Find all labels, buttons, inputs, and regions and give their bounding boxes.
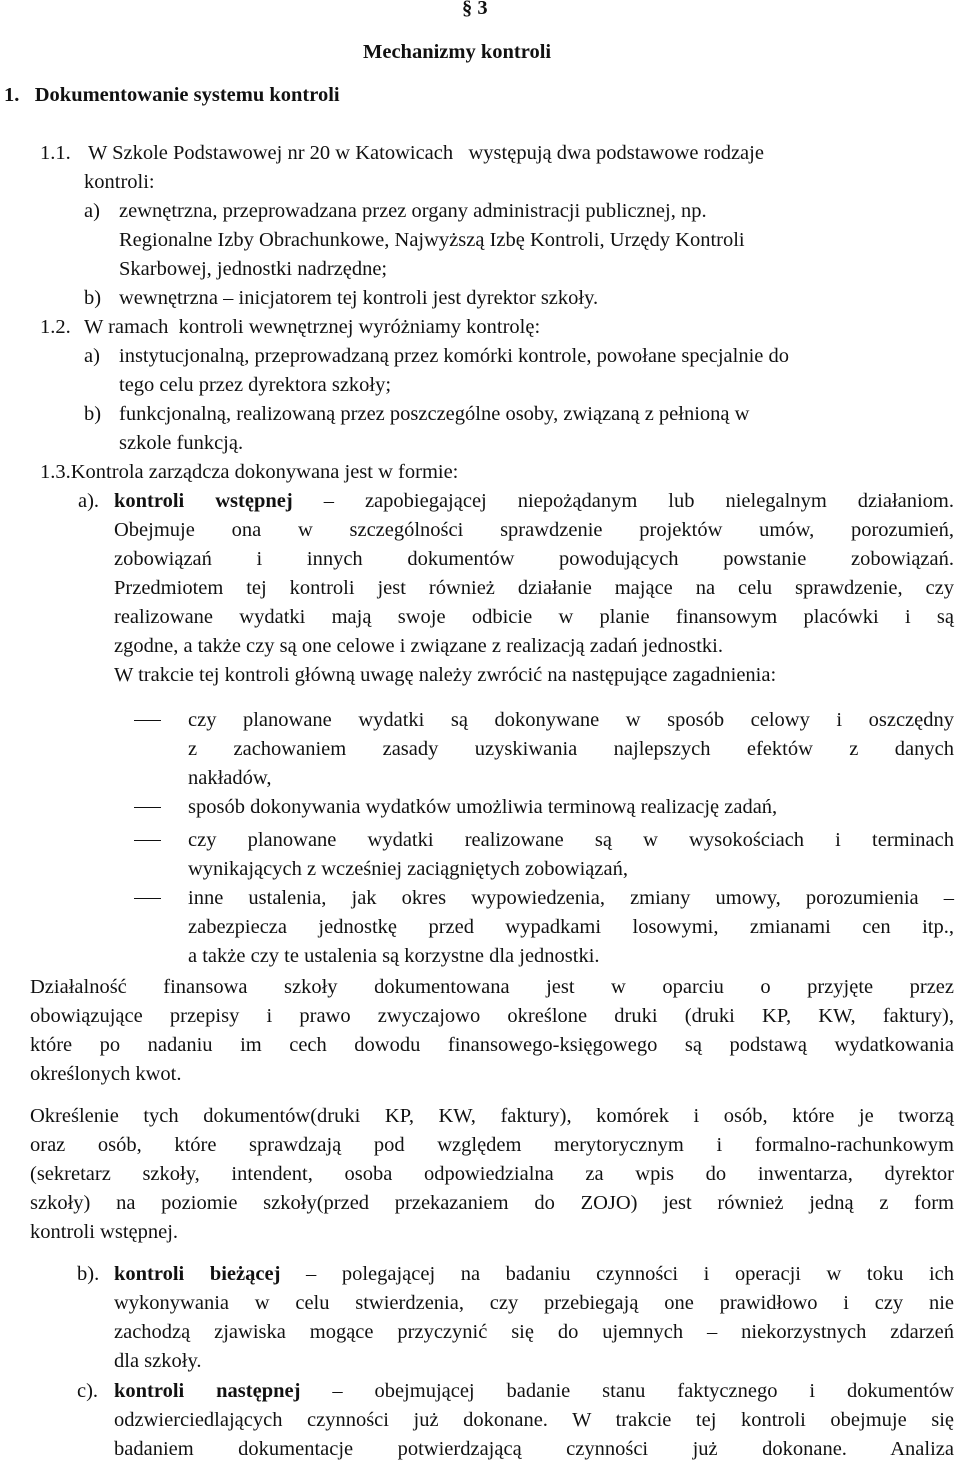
bullet1-line2: z zachowaniem zasady uzyskiwania najlepszych efektów z danych <box>188 738 954 760</box>
p12-line1: W ramach kontroli wewnętrznej wyróżniamy kontrolę: <box>84 316 541 338</box>
item-c-line2: odzwierciedlających czynności już dokonane. W trakcie tej kontroli obejmuje się <box>114 1409 954 1431</box>
bullet1-line1: czy planowane wydatki są dokonywane w sposób celowy i oszczędny <box>188 709 954 731</box>
bullet1-line3: nakładów, <box>188 767 272 789</box>
item-b-line4: dla szkoły. <box>114 1350 202 1372</box>
heading-documentation: 1. Dokumentowanie systemu kontroli <box>4 84 340 106</box>
item-b-line2: wykonywania w celu stwierdzenia, czy przebiegają one prawidłowo i czy nie <box>114 1292 954 1314</box>
bullet4-line2: zabezpiecza jednostkę przed wypadkami losowymi, zmianami cen itp., <box>188 916 954 938</box>
p11-a-line3: Skarbowej, jednostki nadrzędne; <box>119 258 388 280</box>
dash-bullet-icon <box>134 807 161 808</box>
item-b-line1 <box>114 1260 954 1289</box>
para2-line4: szkoły) na poziomie szkoły(przed przekazaniem do ZOJO) jest również jedną z form <box>30 1192 954 1214</box>
item-c-line3: badaniem dokumentacje potwierdzającą czynności już dokonane. Analiza <box>114 1438 954 1460</box>
p13-a-line3: zobowiązań i innych dokumentów powodujących powstanie zobowiązań. <box>114 548 954 570</box>
p13-a-bold: kontroli wstępnej <box>114 490 293 512</box>
p12-a-line1: instytucjonalną, przeprowadzaną przez komórki kontrole, powołane specjalnie do <box>119 345 789 367</box>
item-b-rest1: – polegającej na badaniu czynności i operacji w toku ich <box>305 1263 954 1285</box>
dash-bullet-icon <box>134 898 161 899</box>
p12-b-label: b) <box>84 403 102 425</box>
para1-line3: które po nadaniu im cech dowodu finansowego-księgowego są podstawą wydatkowania <box>30 1034 954 1056</box>
p12-a-label: a) <box>84 345 100 367</box>
bullet4-line3: a także czy te ustalenia są korzystne dla jednostki. <box>188 945 600 967</box>
p11-line1: W Szkole Podstawowej nr 20 w Katowicach występują dwa podstawowe rodzaje <box>88 142 764 164</box>
p11-a-line2: Regionalne Izby Obrachunkowe, Najwyższą Izbę Kontroli, Urzędy Kontroli <box>119 229 745 251</box>
p13-a-line5: realizowane wydatki mają swoje odbicie w planie finansowym placówki i są <box>114 606 954 628</box>
para2-line1: Określenie tych dokumentów(druki KP, KW, faktury), komórek i osób, które je tworzą <box>30 1105 954 1127</box>
p13-a-line1 <box>114 487 954 516</box>
p12-a-line2: tego celu przez dyrektora szkoły; <box>119 374 392 396</box>
p11-line2: kontroli: <box>84 171 155 193</box>
p11-b-line1: wewnętrzna – inicjatorem tej kontroli jest dyrektor szkoły. <box>119 287 599 309</box>
item-b-bold: kontroli bieżącej <box>114 1263 281 1285</box>
p11-a-label: a) <box>84 200 100 222</box>
p11-a-line1: zewnętrzna, przeprowadzana przez organy administracji publicznej, np. <box>119 200 707 222</box>
section-symbol: § 3 <box>462 0 488 19</box>
para1-line4: określonych kwot. <box>30 1063 182 1085</box>
dash-bullet-icon <box>134 720 161 721</box>
item-c-line1 <box>114 1377 954 1406</box>
p12-b-line2: szkole funkcją. <box>119 432 244 454</box>
para1-line2: obowiązujące przepisy i prawo zwyczajowo określone druki (druki KP, KW, faktury), <box>30 1005 954 1027</box>
para1-line1: Działalność finansowa szkoły dokumentowana jest w oparciu o przyjęte przez <box>30 976 954 998</box>
bullet3-line1: czy planowane wydatki realizowane są w wysokościach i terminach <box>188 829 954 851</box>
section-title: Mechanizmy kontroli <box>363 41 552 63</box>
p13-a-line4: Przedmiotem tej kontroli jest również działanie mające na celu sprawdzenie, czy <box>114 577 954 599</box>
para2-line5: kontroli wstępnej. <box>30 1221 179 1243</box>
item-c-rest1: – obejmującej badanie stanu faktycznego i dokumentów <box>332 1380 954 1402</box>
p13-a-label: a). <box>78 490 100 512</box>
p13-a-rest1: – zapobiegającej niepożądanym lub nielegalnym działaniom. <box>323 490 955 512</box>
p11-number: 1.1. <box>40 142 71 164</box>
para2-line3: (sekretarz szkoły, intendent, osoba odpowiedzialna za wpis do inwentarza, dyrektor <box>30 1163 954 1185</box>
p13-a-line7: W trakcie tej kontroli główną uwagę należy zwrócić na następujące zagadnienia: <box>114 664 777 686</box>
para2-line2: oraz osób, które sprawdzają pod względem merytorycznym i formalno-rachunkowym <box>30 1134 954 1156</box>
item-c-bold: kontroli następnej <box>114 1380 301 1402</box>
dash-bullet-icon <box>134 840 161 841</box>
p13-a-line2: Obejmuje ona w szczególności sprawdzenie projektów umów, porozumień, <box>114 519 954 541</box>
p11-b-label: b) <box>84 287 102 309</box>
item-b-label: b). <box>77 1263 100 1285</box>
item-b-line3: zachodzą zjawiska mogące przyczynić się do ujemnych – niekorzystnych zdarzeń <box>114 1321 954 1343</box>
item-c-label: c). <box>77 1380 99 1402</box>
bullet2-line1: sposób dokonywania wydatków umożliwia terminową realizację zadań, <box>188 796 778 818</box>
bullet4-line1: inne ustalenia, jak okres wypowiedzenia, zmiany umowy, porozumienia – <box>188 887 954 909</box>
p13-line: 1.3.Kontrola zarządcza dokonywana jest w formie: <box>40 461 459 483</box>
p12-b-line1: funkcjonalną, realizowaną przez poszczególne osoby, związaną z pełnioną w <box>119 403 750 425</box>
p13-a-line6: zgodne, a także czy są one celowe i związane z realizacją zadań jednostki. <box>114 635 723 657</box>
p12-number: 1.2. <box>40 316 71 338</box>
bullet3-line2: wynikających z wcześniej zaciągniętych zobowiązań, <box>188 858 628 880</box>
